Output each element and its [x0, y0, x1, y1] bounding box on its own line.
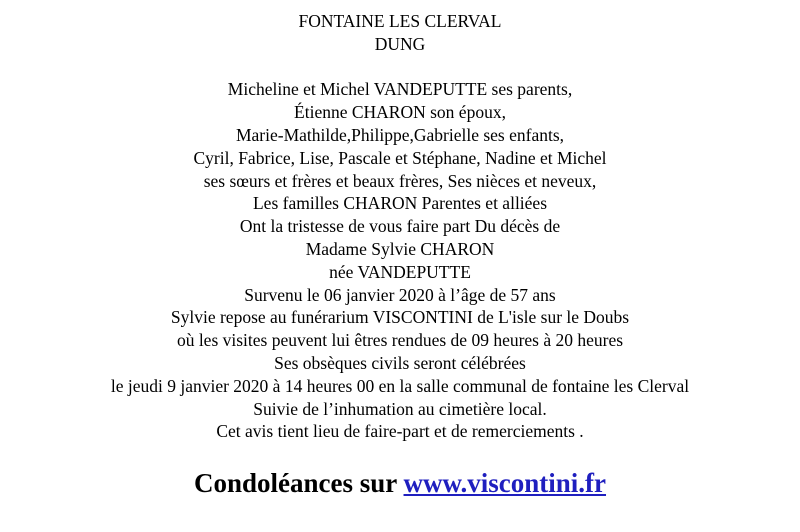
notice-line: Les familles CHARON Parentes et alliées — [252, 193, 548, 214]
notice-line: Étienne CHARON son époux, — [294, 102, 506, 123]
deceased-name: Madame Sylvie CHARON — [305, 238, 495, 259]
notice-line: Ses obsèques civils seront célébrées — [274, 352, 526, 373]
maiden-name: née VANDEPUTTE — [329, 261, 471, 282]
notice-line: le jeudi 9 janvier 2020 à 14 heures 00 en la salle communal de fontaine les Clerval — [110, 375, 690, 396]
place-heading: FONTAINE LES CLERVAL — [298, 11, 502, 31]
condolences-footer — [0, 466, 800, 500]
condolences-label: Condoléances sur — [193, 468, 397, 498]
notice-line: Sylvie repose au funérarium VISCONTINI de L'isle sur le Doubs — [170, 307, 630, 328]
blank-line — [0, 56, 800, 79]
notice-line: Suivie de l’inhumation au cimetière local. — [253, 398, 547, 419]
name-heading: DUNG — [374, 33, 426, 54]
notice-line: ses sœurs et frères et beaux frères, Ses nièces et neveux, — [203, 170, 597, 191]
viscontini-link[interactable]: www.viscontini.fr — [403, 468, 607, 498]
notice-line: Micheline et Michel VANDEPUTTE ses parents, — [227, 79, 573, 100]
notice-line: Cet avis tient lieu de faire-part et de remerciements . — [216, 421, 584, 442]
notice-line: Marie-Mathilde,Philippe,Gabrielle ses enfants, — [235, 124, 565, 145]
notice-line: Ont la tristesse de vous faire part Du décès de — [239, 216, 561, 237]
notice-line: où les visites peuvent lui êtres rendues de 09 heures à 20 heures — [176, 330, 624, 351]
obituary-notice — [0, 10, 800, 443]
notice-line: Survenu le 06 janvier 2020 à l’âge de 57 ans — [244, 284, 556, 305]
notice-line: Cyril, Fabrice, Lise, Pascale et Stéphane, Nadine et Michel — [193, 147, 607, 168]
